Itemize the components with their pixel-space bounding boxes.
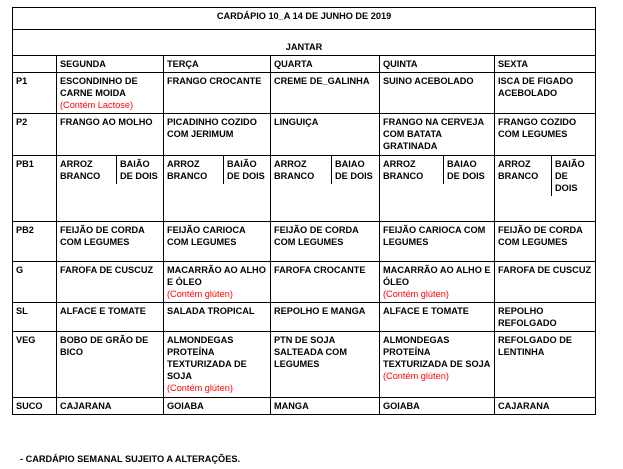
menu-cell [495, 332, 596, 398]
row-label: SL [13, 303, 57, 332]
dish-text: CREME DE_GALINHA [274, 76, 370, 86]
menu-cell [164, 332, 271, 398]
dish-text: ALFACE E TOMATE [60, 306, 146, 316]
dish-text: REFOLGADO DE LENTINHA [498, 335, 573, 357]
menu-cell [271, 398, 380, 415]
menu-cell [495, 398, 596, 415]
rice-text: ARROZ BRANCO [271, 156, 332, 184]
menu-cell [380, 332, 495, 398]
menu-cell [164, 398, 271, 415]
dish-text: SALADA TROPICAL [167, 306, 255, 316]
footnote: - CARDÁPIO SEMANAL SUJEITO A ALTERAÇÕES. [20, 454, 241, 464]
menu-cell [57, 262, 164, 303]
row-label: PB1 [13, 156, 57, 222]
menu-cell [57, 398, 164, 415]
menu-cell [57, 303, 164, 332]
dish-text: FEIJÃO DE CORDA COM LEGUMES [274, 225, 359, 247]
row-label: G [13, 262, 57, 303]
dish-text: FEIJÃO DE CORDA COM LEGUMES [498, 225, 583, 247]
menu-cell [271, 303, 380, 332]
menu-cell [495, 262, 596, 303]
day-header: SEGUNDA [57, 56, 164, 73]
dish-text: GOIABA [383, 401, 420, 411]
rice-text: ARROZ BRANCO [164, 156, 224, 184]
menu-cell [164, 73, 271, 114]
rice-text: ARROZ BRANCO [57, 156, 117, 184]
dish-text: FRANGO COZIDO COM LEGUMES [498, 117, 577, 139]
menu-cell [271, 114, 380, 156]
menu-cell [380, 398, 495, 415]
dish-text: PICADINHO COZIDO COM JERIMUM [167, 117, 257, 139]
baiao-text: BAIAO DE DOIS [447, 159, 485, 181]
dish-text: MANGA [274, 401, 309, 411]
dish-text: MACARRÃO AO ALHO E ÓLEO [383, 265, 491, 287]
menu-cell [57, 114, 164, 156]
dish-text: SUINO ACEBOLADO [383, 76, 474, 86]
allergen-note: (Contém glúten) [167, 383, 233, 393]
menu-cell [380, 114, 495, 156]
day-header: QUINTA [380, 56, 495, 73]
dish-text: REPOLHO REFOLGADO [498, 306, 557, 328]
menu-cell-split [380, 156, 495, 222]
menu-cell [271, 262, 380, 303]
baiao-text: BAIAO DE DOIS [335, 159, 373, 181]
dish-text: FEIJÃO CARIOCA COM LEGUMES [383, 225, 486, 247]
menu-cell [164, 222, 271, 262]
table-row [13, 303, 596, 332]
dish-text: FAROFA DE CUSCUZ [60, 265, 154, 275]
dish-text: PTN DE SOJA SALTEADA COM LEGUMES [274, 335, 347, 369]
menu-cell [57, 222, 164, 262]
menu-cell [495, 303, 596, 332]
baiao-text: BAIÃO DE DOIS [120, 159, 158, 181]
dish-text: MACARRÃO AO ALHO E ÓLEO [167, 265, 266, 287]
dish-text: LINGUIÇA [274, 117, 319, 127]
dish-text: FAROFA CROCANTE [274, 265, 366, 275]
table-row [13, 222, 596, 262]
table-row [13, 332, 596, 398]
menu-cell [380, 222, 495, 262]
menu-cell [380, 303, 495, 332]
dish-text: ISCA DE FIGADO ACEBOLADO [498, 76, 574, 98]
corner-cell [13, 56, 57, 73]
day-header: QUARTA [271, 56, 380, 73]
menu-cell-split [271, 156, 380, 222]
dish-text: FRANGO NA CERVEJA COM BATATA GRATINADA [383, 117, 484, 151]
allergen-note: (Contém glúten) [383, 371, 449, 381]
menu-cell-split [495, 156, 596, 222]
menu-title: CARDÁPIO 10_A 14 DE JUNHO DE 2019 [13, 8, 596, 30]
dish-text: ALFACE E TOMATE [383, 306, 469, 316]
rice-text: ARROZ BRANCO [495, 156, 552, 196]
menu-cell [57, 332, 164, 398]
row-label: P1 [13, 73, 57, 114]
menu-cell [57, 73, 164, 114]
day-header: TERÇA [164, 56, 271, 73]
baiao-text: BAIÃO DE DOIS [555, 159, 585, 193]
dish-text: ALMONDEGAS PROTEÍNA TEXTURIZADA DE SOJA [167, 335, 247, 381]
dish-text: ESCONDINHO DE CARNE MOIDA [60, 76, 138, 98]
section-title: JANTAR [13, 30, 596, 56]
menu-cell [164, 262, 271, 303]
dish-text: FRANGO CROCANTE [167, 76, 262, 86]
row-label: P2 [13, 114, 57, 156]
allergen-note: (Contém glúten) [167, 289, 233, 299]
row-label: SUCO [13, 398, 57, 415]
menu-cell [495, 73, 596, 114]
menu-cell [271, 73, 380, 114]
dish-text: BOBO DE GRÃO DE BICO [60, 335, 149, 357]
menu-table [12, 7, 596, 415]
dish-text: CAJARANA [60, 401, 112, 411]
dish-text: FEIJÃO CARIOCA COM LEGUMES [167, 225, 246, 247]
dish-text: FEIJÃO DE CORDA COM LEGUMES [60, 225, 145, 247]
menu-cell [271, 222, 380, 262]
dish-text: ALMONDEGAS PROTEÍNA TEXTURIZADA DE SOJA [383, 335, 491, 369]
table-row [13, 114, 596, 156]
menu-cell [380, 262, 495, 303]
menu-cell [380, 73, 495, 114]
row-label: PB2 [13, 222, 57, 262]
menu-cell [164, 114, 271, 156]
allergen-note: (Contém glúten) [383, 289, 449, 299]
menu-cell [271, 332, 380, 398]
table-row [13, 73, 596, 114]
menu-cell [164, 303, 271, 332]
menu-cell [495, 114, 596, 156]
table-row [13, 398, 596, 415]
dish-text: GOIABA [167, 401, 204, 411]
row-label: VEG [13, 332, 57, 398]
allergen-note: (Contém Lactose) [60, 100, 134, 110]
menu-cell [495, 222, 596, 262]
dish-text: REPOLHO E MANGA [274, 306, 366, 316]
dish-text: FAROFA DE CUSCUZ [498, 265, 592, 275]
menu-cell-split [57, 156, 164, 222]
table-row [13, 262, 596, 303]
table-row [13, 156, 596, 222]
menu-cell-split [164, 156, 271, 222]
day-header: SEXTA [495, 56, 596, 73]
rice-text: ARROZ BRANCO [380, 156, 444, 184]
dish-text: FRANGO AO MOLHO [60, 117, 153, 127]
dish-text: CAJARANA [498, 401, 550, 411]
baiao-text: BAIÃO DE DOIS [227, 159, 265, 181]
